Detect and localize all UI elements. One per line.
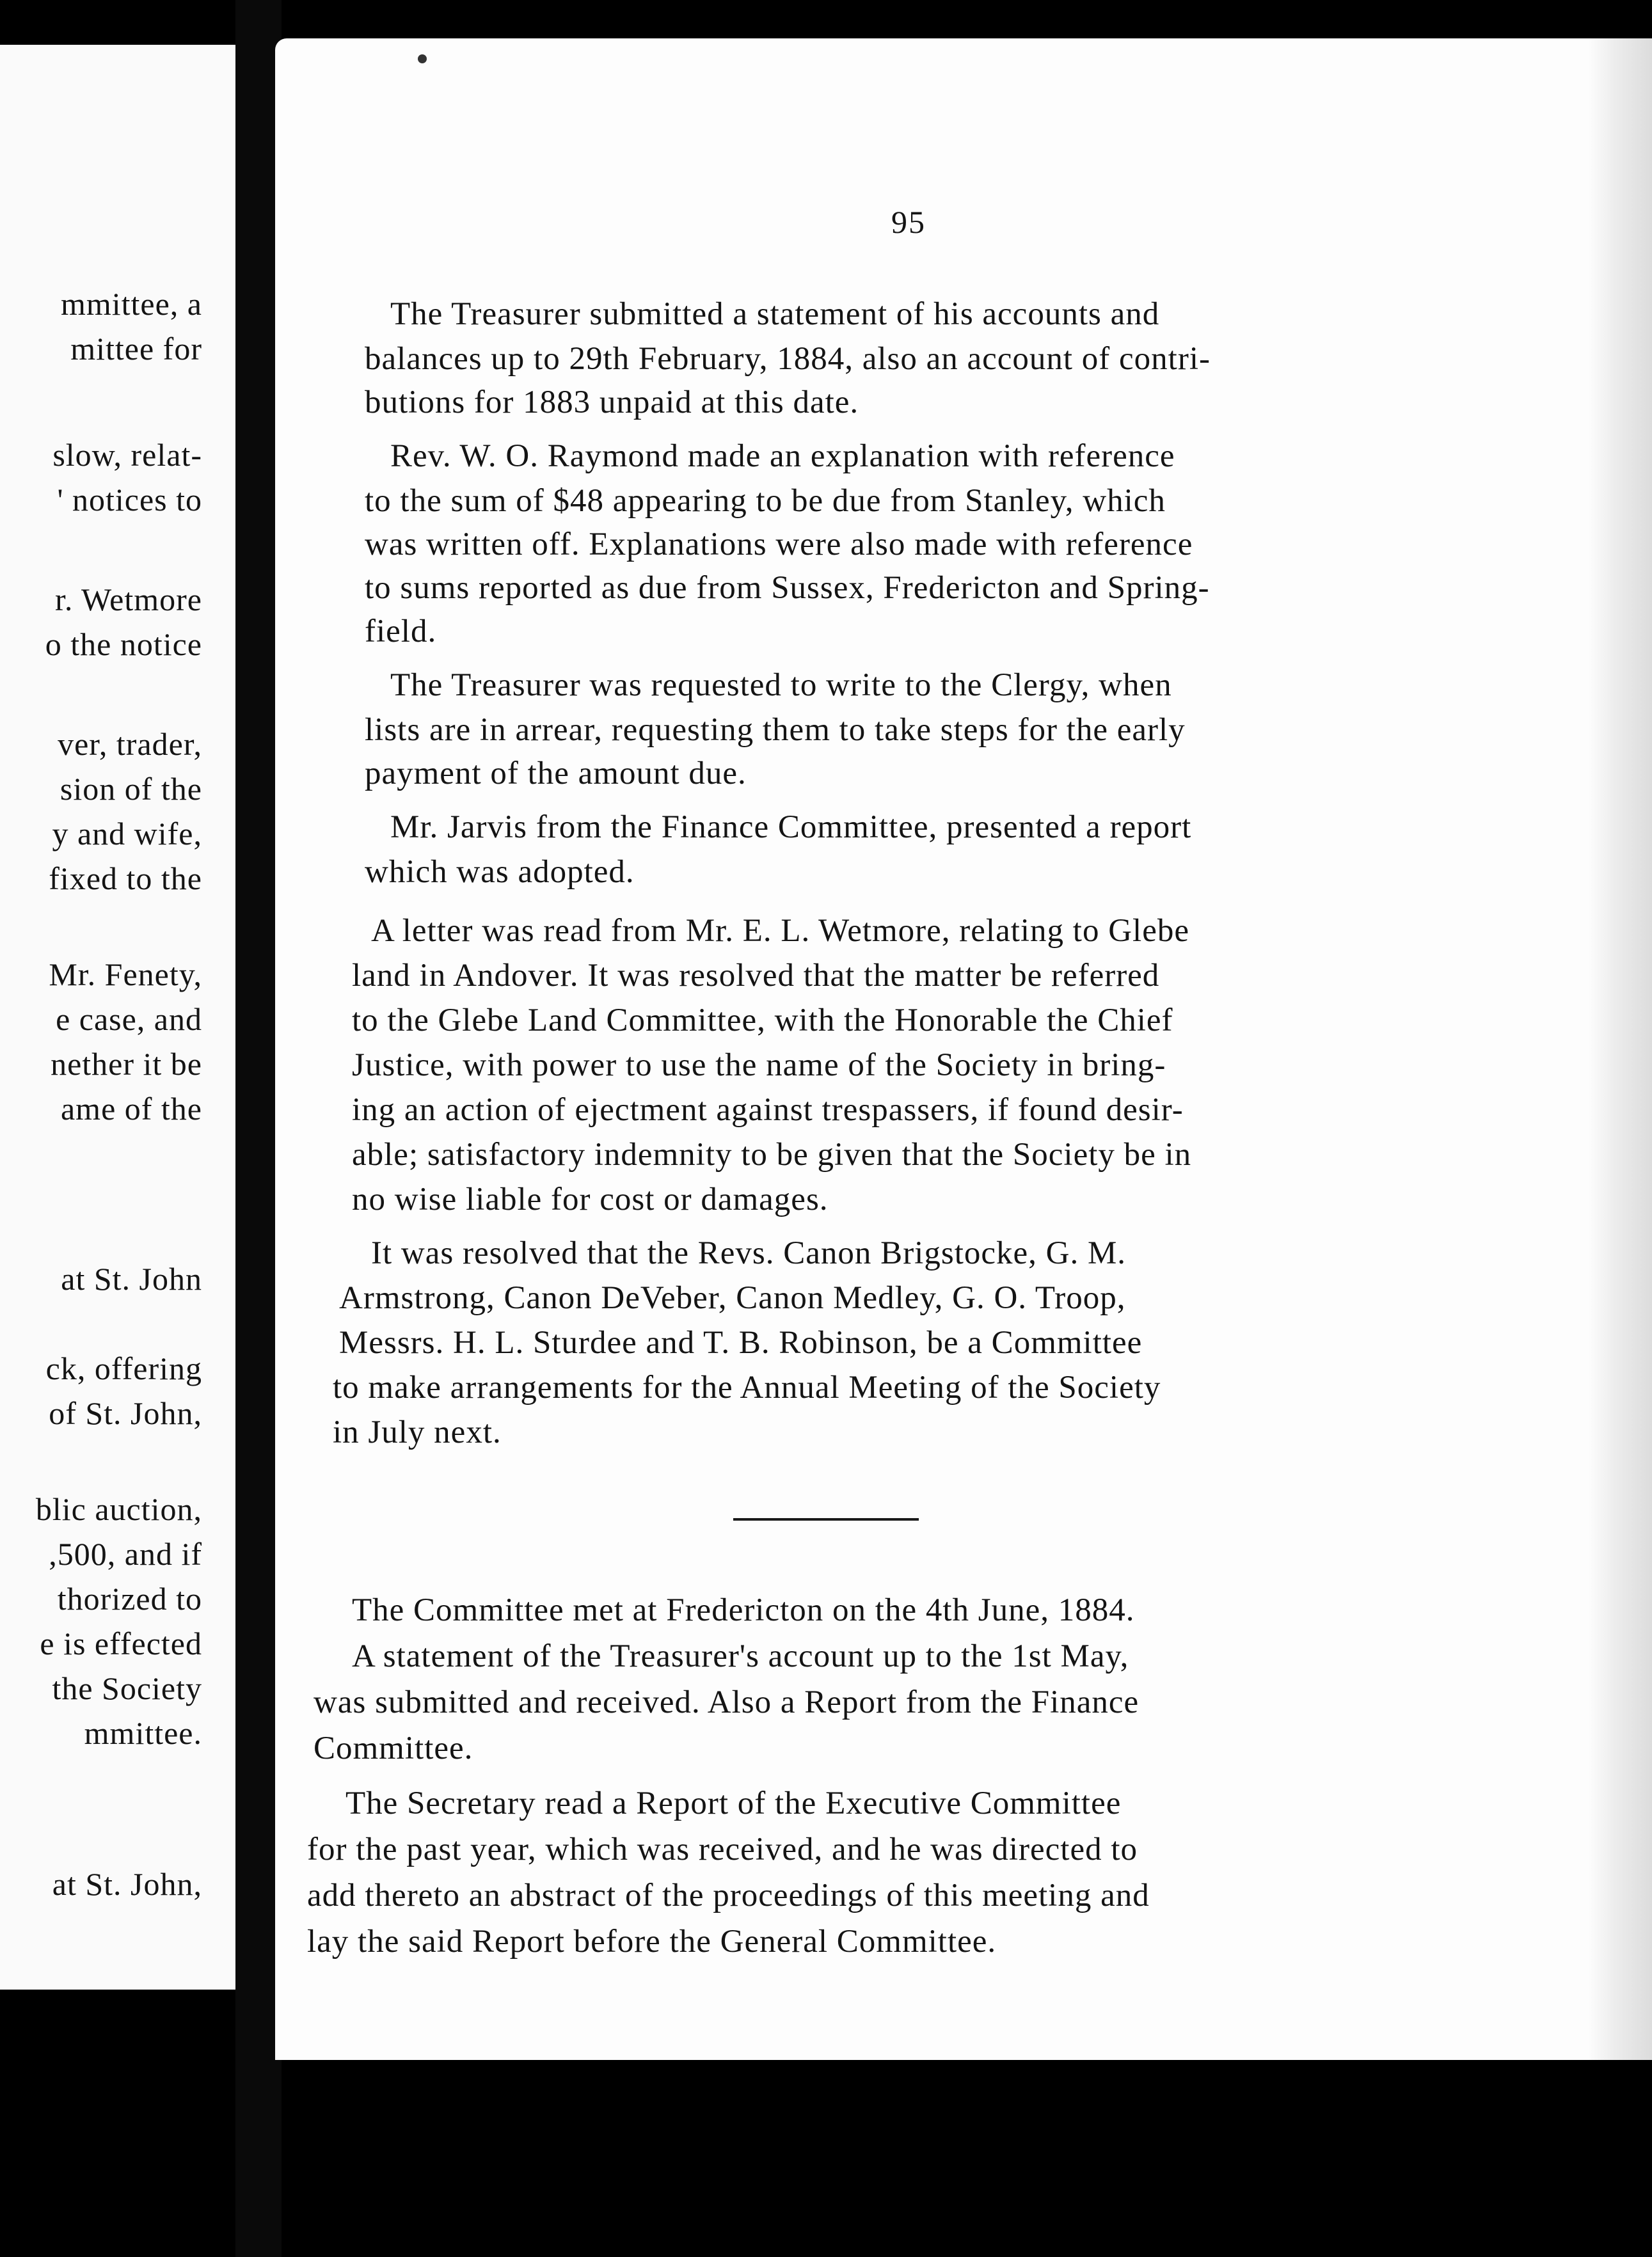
text-line: was submitted and received. Also a Report from the Finance: [314, 1684, 1140, 1720]
text-line: lists are in arrear, requesting them to take steps for the early: [365, 712, 1186, 748]
section-divider: [733, 1518, 919, 1521]
left-page-line: ver, trader,: [58, 726, 202, 762]
text-line: payment of the amount due.: [365, 756, 747, 791]
text-line: A letter was read from Mr. E. L. Wetmore, relating to Glebe: [371, 913, 1189, 949]
right-page: [275, 38, 1652, 2060]
left-page-line: thorized to: [57, 1581, 202, 1617]
text-line: Committee.: [314, 1730, 473, 1766]
text-line: Mr. Jarvis from the Finance Committee, presented a report: [390, 809, 1192, 845]
left-page-line: sion of the: [60, 771, 202, 807]
left-page-line: Mr. Fenety,: [49, 956, 202, 992]
left-page-line: mmittee.: [84, 1715, 202, 1751]
left-page-line: fixed to the: [49, 860, 202, 896]
text-line: butions for 1883 unpaid at this date.: [365, 384, 859, 420]
left-page-line: mittee for: [70, 331, 202, 367]
text-line: A statement of the Treasurer's account up to the 1st May,: [352, 1638, 1129, 1674]
text-line: add thereto an abstract of the proceedings of this meeting and: [307, 1878, 1150, 1913]
text-line: field.: [365, 614, 437, 649]
text-line: It was resolved that the Revs. Canon Brigstocke, G. M.: [371, 1235, 1127, 1271]
left-page-line: slow, relat-: [52, 437, 202, 473]
text-line: for the past year, which was received, and he was directed to: [307, 1832, 1138, 1867]
left-page-line: blic auction,: [35, 1491, 202, 1527]
text-line: no wise liable for cost or damages.: [352, 1182, 829, 1217]
left-page-line: ame of the: [60, 1091, 202, 1127]
left-page-line: r. Wetmore: [55, 582, 202, 617]
text-line: balances up to 29th February, 1884, also an account of contri-: [365, 341, 1211, 377]
left-page-line: of St. John,: [49, 1395, 202, 1431]
text-line: Justice, with power to use the name of the Society in bring-: [352, 1047, 1166, 1083]
text-line: to the sum of $48 appearing to be due from Stanley, which: [365, 483, 1166, 519]
page-number: 95: [891, 204, 926, 240]
text-line: to the Glebe Land Committee, with the Honorable the Chief: [352, 1002, 1173, 1038]
left-page: [0, 45, 235, 1990]
left-page-line: e case, and: [56, 1001, 202, 1037]
left-page-line: ,500, and if: [49, 1536, 202, 1572]
left-page-line: o the notice: [45, 626, 202, 662]
page-edge-shadow: [1588, 38, 1652, 2060]
left-page-line: mmittee, a: [60, 286, 202, 322]
left-page-line: y and wife,: [52, 816, 202, 851]
text-line: which was adopted.: [365, 854, 635, 890]
text-line: Armstrong, Canon DeVeber, Canon Medley, G. O. Troop,: [339, 1280, 1126, 1316]
text-line: to make arrangements for the Annual Meeting of the Society: [333, 1370, 1161, 1406]
left-page-line: the Society: [52, 1670, 202, 1706]
left-page-line: nether it be: [51, 1046, 202, 1082]
ink-spot: [418, 54, 427, 63]
text-line: to sums reported as due from Sussex, Fredericton and Spring-: [365, 570, 1210, 606]
left-page-line: ' notices to: [57, 482, 202, 518]
left-page-line: ck, offering: [45, 1350, 202, 1386]
left-page-line: at St. John,: [52, 1866, 202, 1902]
text-line: The Committee met at Fredericton on the 4th June, 1884.: [352, 1592, 1135, 1628]
text-line: The Treasurer submitted a statement of his accounts and: [390, 296, 1160, 332]
left-page-line: at St. John: [61, 1261, 202, 1297]
text-line: The Secretary read a Report of the Executive Committee: [345, 1786, 1122, 1821]
text-line: Messrs. H. L. Sturdee and T. B. Robinson, be a Committee: [339, 1325, 1143, 1361]
text-line: in July next.: [333, 1414, 502, 1450]
text-line: was written off. Explanations were also made with reference: [365, 527, 1193, 562]
text-line: lay the said Report before the General Committee.: [307, 1924, 997, 1960]
left-page-line: e is effected: [40, 1626, 202, 1661]
text-line: The Treasurer was requested to write to the Clergy, when: [390, 667, 1172, 703]
text-line: ing an action of ejectment against trespassers, if found desir-: [352, 1092, 1184, 1128]
text-line: land in Andover. It was resolved that the matter be referred: [352, 958, 1160, 994]
text-line: Rev. W. O. Raymond made an explanation with reference: [390, 438, 1175, 474]
text-line: able; satisfactory indemnity to be given that the Society be in: [352, 1137, 1192, 1173]
